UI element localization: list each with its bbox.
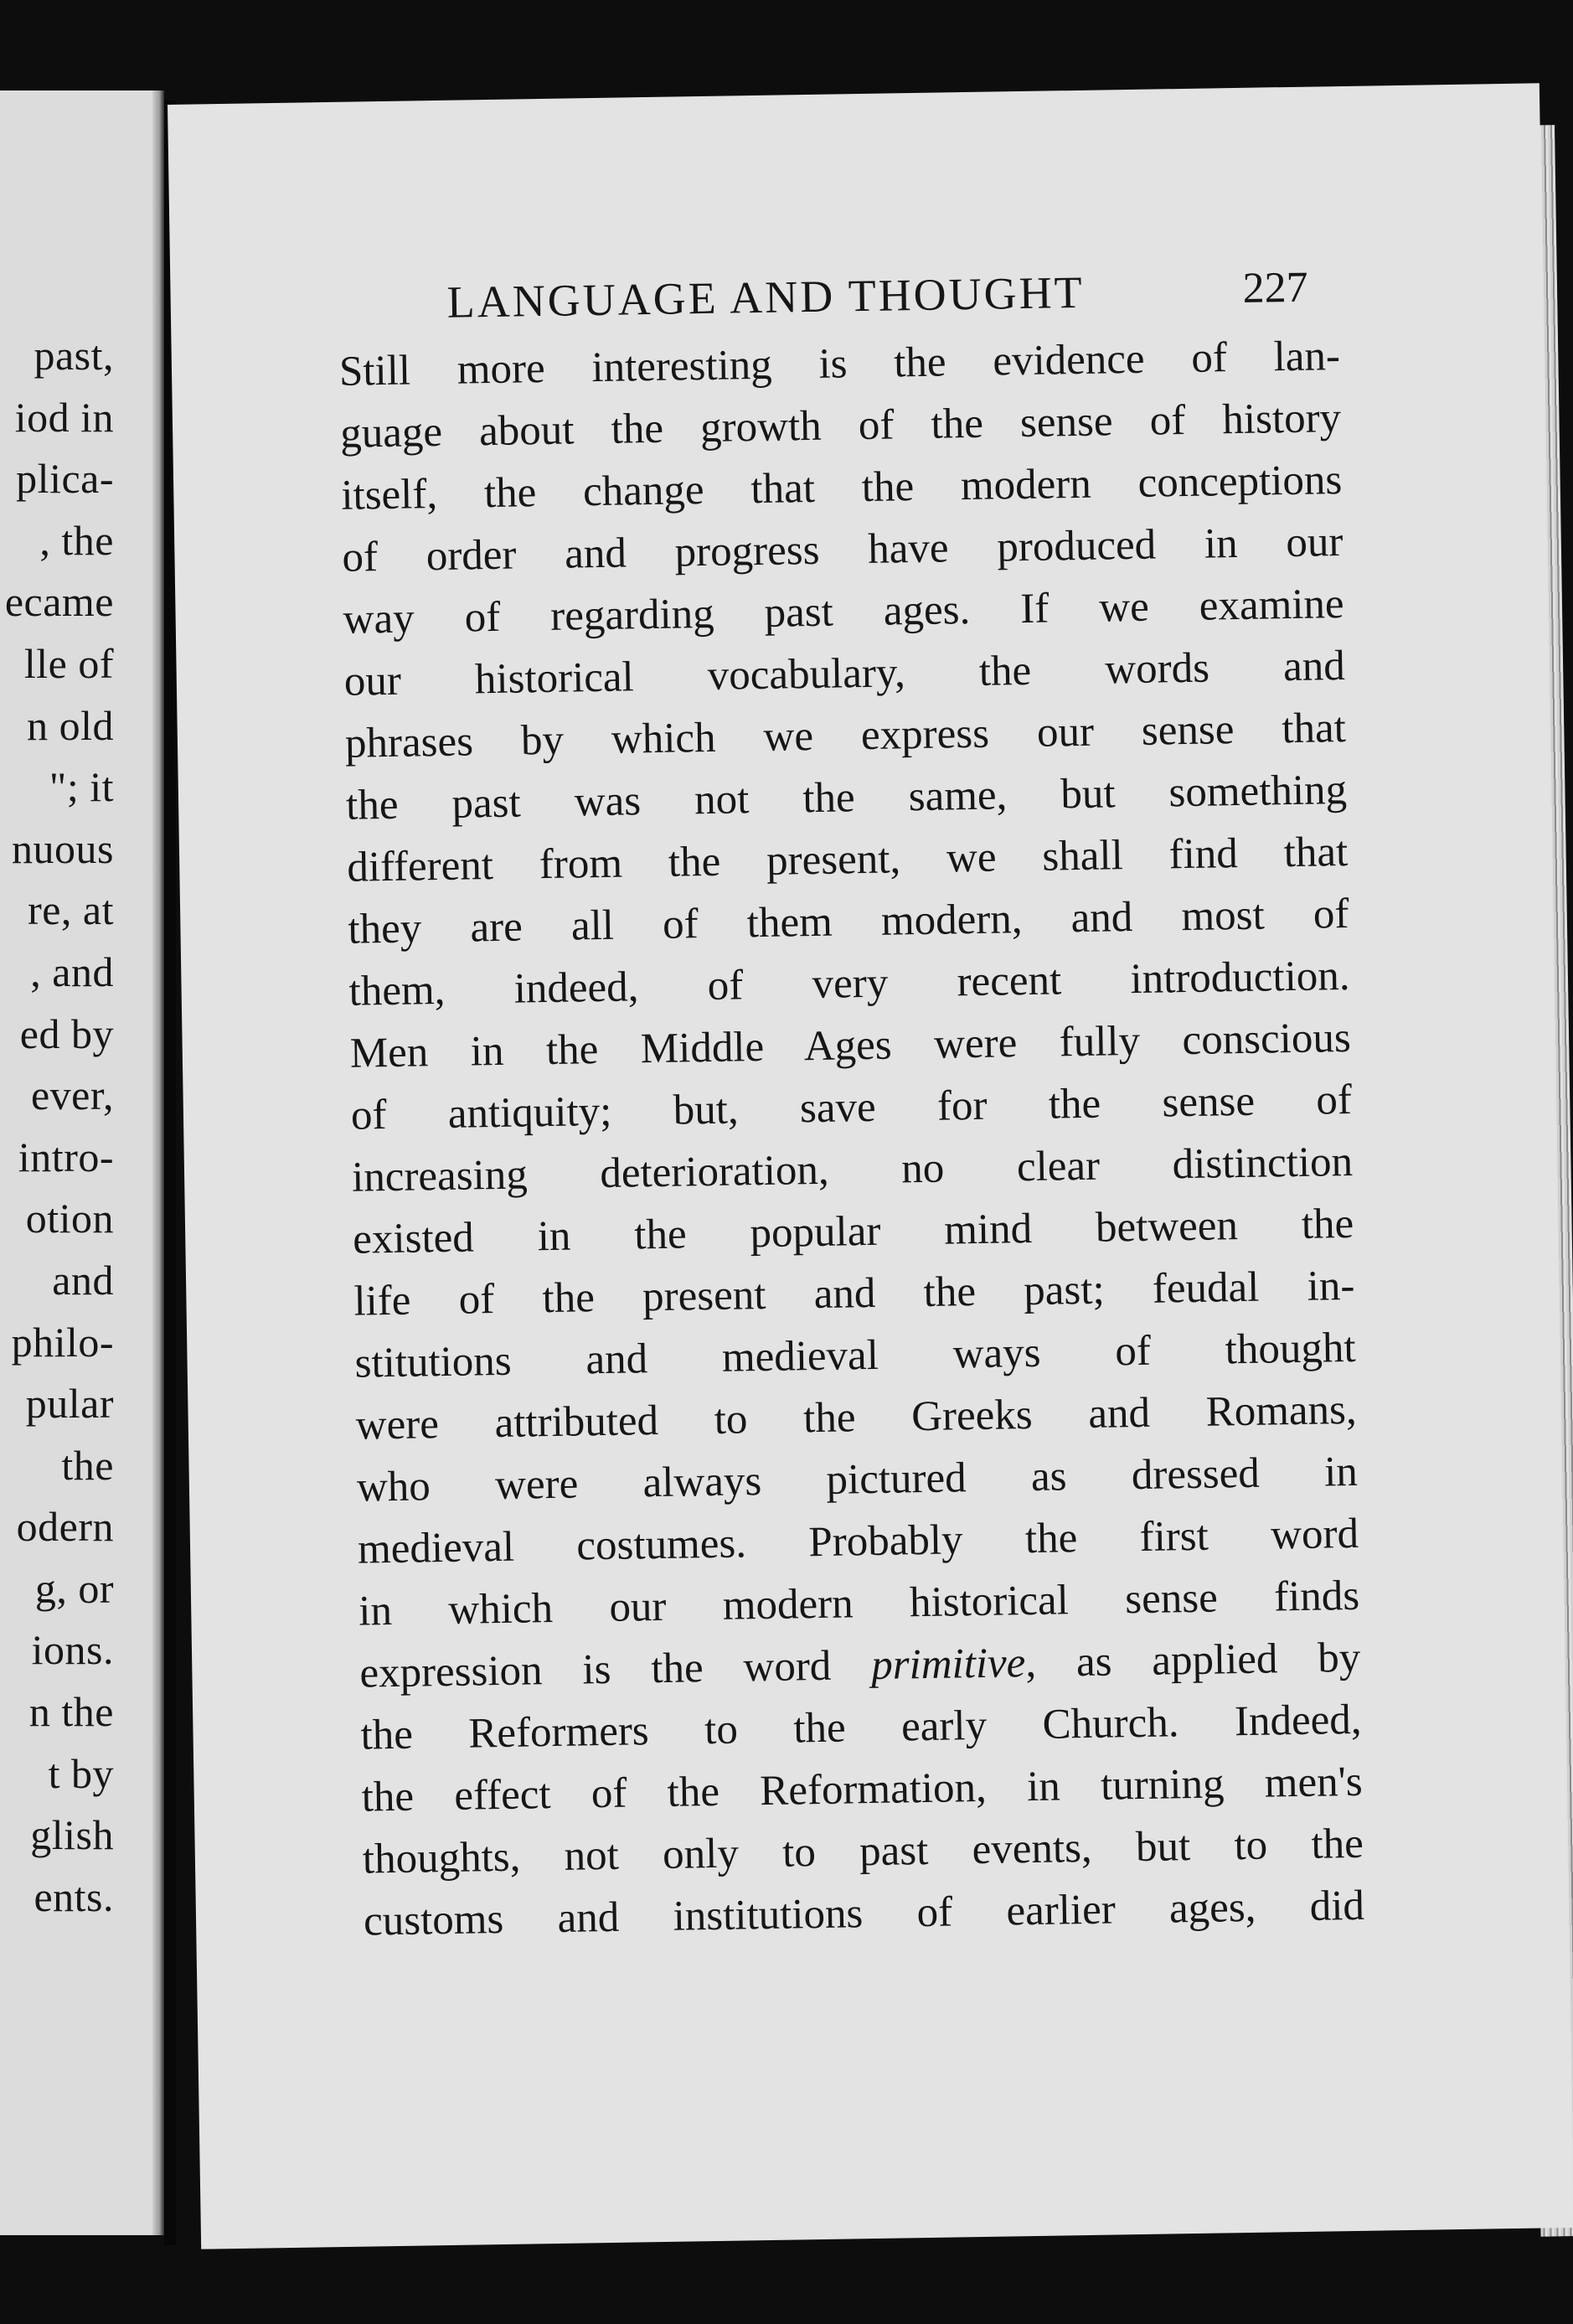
left-line: odern xyxy=(16,1503,114,1551)
text-line: stitutions and medieval ways of thought xyxy=(354,1324,1356,1387)
text-line: existed in the popular mind between the xyxy=(352,1200,1354,1263)
text-line: were attributed to the Greeks and Romans, xyxy=(355,1386,1358,1449)
left-line: pular xyxy=(25,1380,114,1428)
left-line: ents. xyxy=(34,1872,114,1920)
text-segment: expression is the word xyxy=(359,1642,872,1697)
text-line: Still more interesting is the evidence of lan- xyxy=(338,333,1341,395)
text-line: the past was not the same, but something xyxy=(345,766,1348,829)
left-line: n old xyxy=(27,701,114,749)
left-line: ed by xyxy=(19,1010,114,1057)
left-line: , the xyxy=(39,516,114,564)
left-line: glish xyxy=(30,1811,114,1859)
text-line: the Reformers to the early Church. Indeed, xyxy=(360,1696,1362,1759)
left-line: past, xyxy=(34,332,114,379)
text-line: Men in the Middle Ages were fully conscious xyxy=(349,1014,1352,1077)
text-line: in which our modern historical sense finds xyxy=(358,1572,1360,1635)
text-line: who were always pictured as dressed in xyxy=(356,1448,1359,1511)
text-line: different from the present, we shall find that xyxy=(346,828,1349,891)
left-page-edge xyxy=(152,90,164,2235)
left-line: lle of xyxy=(23,639,114,687)
text-line: way of regarding past ages. If we examine xyxy=(343,581,1344,643)
left-line: plica- xyxy=(16,455,114,503)
text-line: our historical vocabulary, the words and xyxy=(343,643,1346,705)
text-line: medieval costumes. Probably the first word xyxy=(357,1510,1359,1573)
text-line: thoughts, not only to past events, but to the xyxy=(362,1820,1364,1883)
left-line: ecame xyxy=(4,578,114,626)
italic-word: primitive xyxy=(870,1640,1026,1690)
text-line: the effect of the Reformation, in turning men's xyxy=(361,1758,1364,1821)
page-number: 227 xyxy=(1242,263,1309,312)
text-line: phrases by which we express our sense that xyxy=(344,704,1347,767)
left-line: intro- xyxy=(18,1133,114,1180)
left-page-text-fragments xyxy=(5,325,114,1928)
running-head: LANGUAGE AND THOUGHT xyxy=(446,266,1086,328)
left-line: ions. xyxy=(31,1626,114,1674)
left-line: re, at xyxy=(28,886,114,934)
text-line: them, indeed, of very recent introduction. xyxy=(348,952,1350,1015)
left-line: g, or xyxy=(34,1564,114,1612)
left-line: and xyxy=(52,1256,114,1304)
left-line: t by xyxy=(48,1749,114,1797)
text-line: of order and progress have produced in our xyxy=(342,519,1343,581)
text-segment: , as applied by xyxy=(1024,1634,1361,1687)
left-facing-page xyxy=(0,90,164,2235)
left-line: , and xyxy=(30,948,114,995)
left-line: iod in xyxy=(14,393,114,441)
text-line: itself, the change that the modern conceptions xyxy=(340,457,1343,519)
text-line: life of the present and the past; feudal in- xyxy=(353,1262,1355,1325)
body-text xyxy=(338,325,1364,1953)
left-line: nuous xyxy=(12,824,114,872)
text-line: increasing deterioration, no clear distinction xyxy=(351,1138,1354,1201)
text-line: of antiquity; but, save for the sense of xyxy=(350,1076,1353,1139)
text-line: they are all of them modern, and most of xyxy=(348,890,1349,953)
left-line: ever, xyxy=(30,1072,114,1119)
text-line: guage about the growth of the sense of history xyxy=(339,395,1342,457)
left-line: "; it xyxy=(49,763,114,811)
right-page xyxy=(168,83,1573,2249)
left-line: philo- xyxy=(11,1318,114,1366)
left-line: otion xyxy=(25,1195,114,1242)
text-line: customs and institutions of earlier ages, did xyxy=(363,1882,1365,1945)
left-line: the xyxy=(61,1441,114,1489)
left-line: n the xyxy=(28,1688,114,1736)
